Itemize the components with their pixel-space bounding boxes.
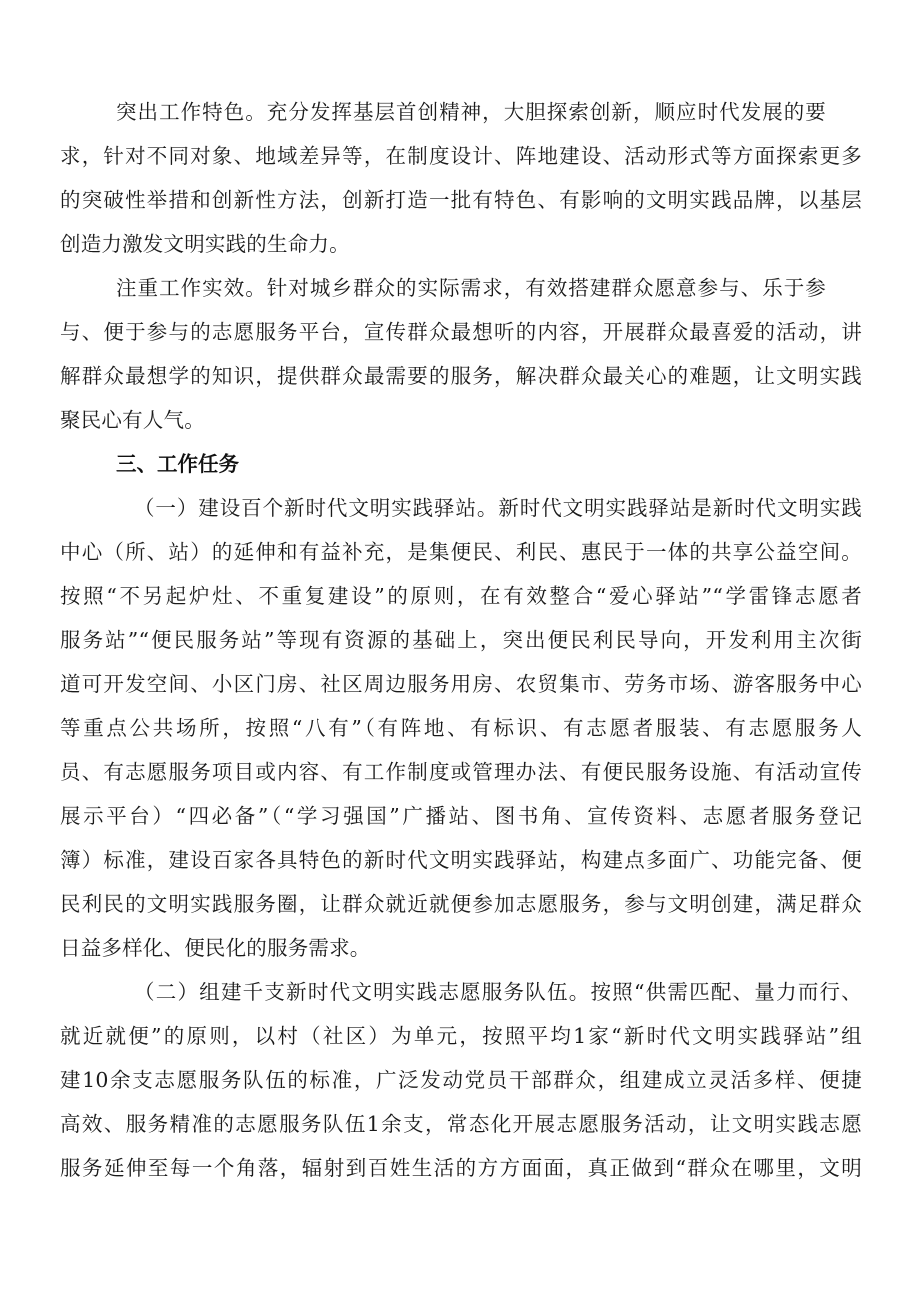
paragraph-4-line-3: 建10余支志愿服务队伍的标准，广泛发动党员干部群众，组建成立灵活多样、便捷 bbox=[60, 1068, 862, 1092]
paragraph-3-line-10: 民利民的文明实践服务圈，让群众就近就便参加志愿服务，参与文明创建，满足群众 bbox=[60, 892, 862, 916]
paragraph-4-line-4: 高效、服务精准的志愿服务队伍1余支，常态化开展志愿服务活动，让文明实践志愿 bbox=[60, 1112, 862, 1136]
paragraph-3-line-7: 员、有志愿服务项目或内容、有工作制度或管理办法、有便民服务设施、有活动宣传 bbox=[60, 760, 862, 784]
paragraph-3-line-1: （一）建设百个新时代文明实践驿站。新时代文明实践驿站是新时代文明实践 bbox=[134, 496, 862, 520]
paragraph-2-line-4: 聚民心有人气。 bbox=[60, 408, 205, 432]
paragraph-3-line-4: 服务站”“便民服务站”等现有资源的基础上，突出便民利民导向，开发利用主次街 bbox=[60, 628, 862, 652]
paragraph-4-line-5: 服务延伸至每一个角落，辐射到百姓生活的方方面面，真正做到“群众在哪里，文明 bbox=[60, 1156, 862, 1180]
paragraph-4-line-1: （二）组建千支新时代文明实践志愿服务队伍。按照“供需匹配、量力而行、 bbox=[134, 980, 862, 1004]
paragraph-3-line-6: 等重点公共场所，按照“八有”（有阵地、有标识、有志愿者服装、有志愿服务人 bbox=[60, 716, 862, 740]
paragraph-3-line-11: 日益多样化、便民化的服务需求。 bbox=[60, 936, 371, 960]
paragraph-1-line-2: 求，针对不同对象、地域差异等，在制度设计、阵地建设、活动形式等方面探索更多 bbox=[60, 144, 862, 168]
paragraph-4-line-2: 就近就便”的原则，以村（社区）为单元，按照平均1家“新时代文明实践驿站”组 bbox=[60, 1024, 862, 1048]
paragraph-2-line-3: 解群众最想学的知识，提供群众最需要的服务，解决群众最关心的难题，让文明实践 bbox=[60, 364, 862, 388]
paragraph-1-line-4: 创造力激发文明实践的生命力。 bbox=[60, 232, 350, 256]
paragraph-1-line-3: 的突破性举措和创新性方法，创新打造一批有特色、有影响的文明实践品牌，以基层 bbox=[60, 188, 862, 212]
paragraph-3-line-2: 中心（所、站）的延伸和有益补充，是集便民、利民、惠民于一体的共享公益空间。 bbox=[60, 540, 862, 564]
paragraph-1-line-1: 突出工作特色。充分发挥基层首创精神，大胆探索创新，顺应时代发展的要 bbox=[116, 100, 826, 124]
paragraph-3-line-5: 道可开发空间、小区门房、社区周边服务用房、农贸集市、劳务市场、游客服务中心 bbox=[60, 672, 862, 696]
paragraph-2-line-1: 注重工作实效。针对城乡群众的实际需求，有效搭建群众愿意参与、乐于参 bbox=[116, 276, 826, 300]
paragraph-3-line-3: 按照“不另起炉灶、不重复建设”的原则，在有效整合“爱心驿站”“学雷锋志愿者 bbox=[60, 584, 862, 608]
paragraph-3-line-8: 展示平台）“四必备”（“学习强国”广播站、图书角、宣传资料、志愿者服务登记 bbox=[60, 804, 862, 828]
paragraph-3-line-9: 簿）标准，建设百家各具特色的新时代文明实践驿站，构建点多面广、功能完备、便 bbox=[60, 848, 862, 872]
paragraph-2-line-2: 与、便于参与的志愿服务平台，宣传群众最想听的内容，开展群众最喜爱的活动，讲 bbox=[60, 320, 862, 344]
section-heading: 三、工作任务 bbox=[116, 452, 239, 476]
